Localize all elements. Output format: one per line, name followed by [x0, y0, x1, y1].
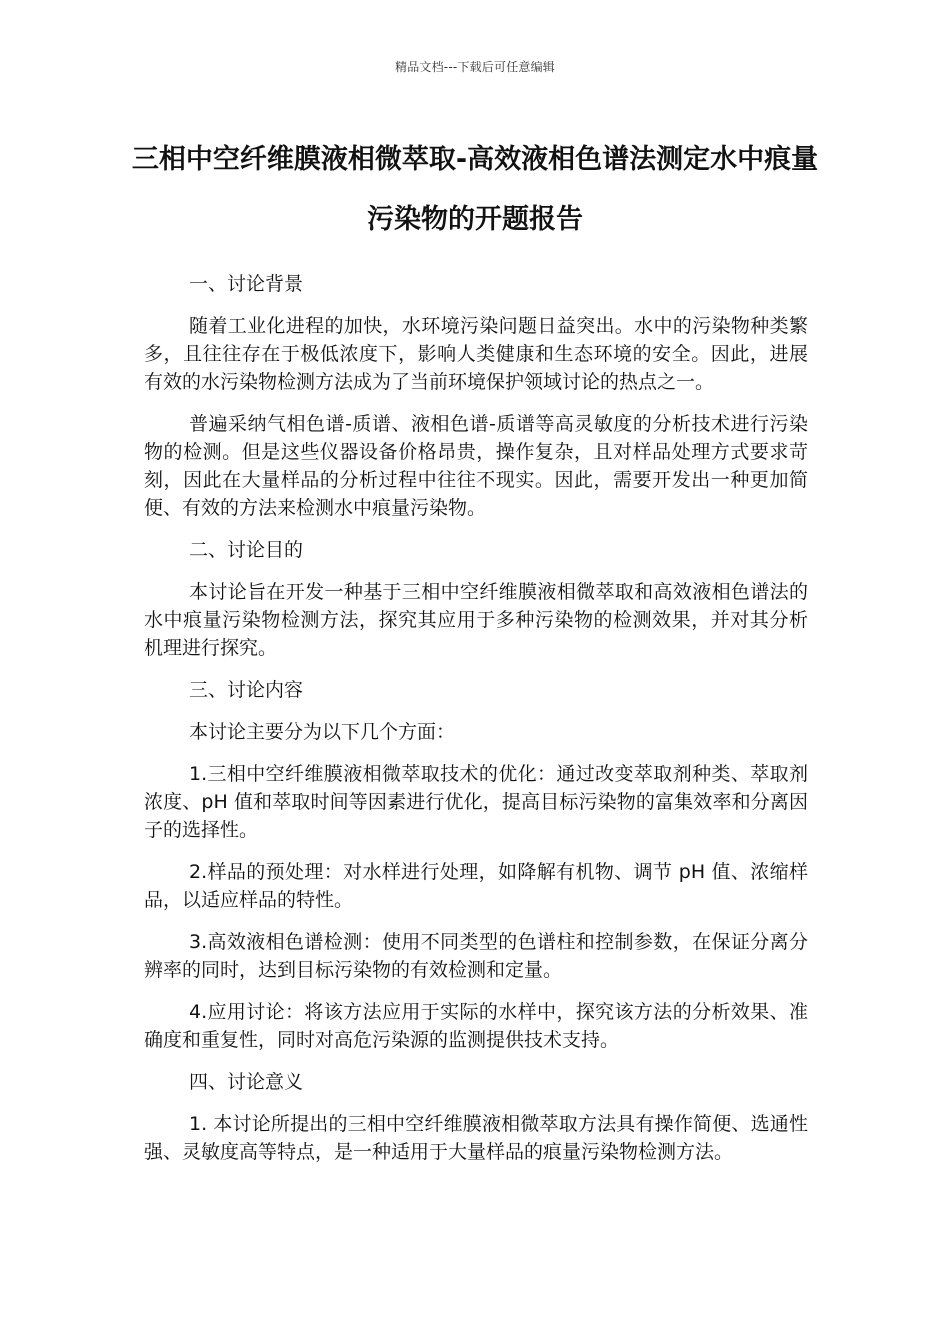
section-heading-content: 三、讨论内容 [189, 679, 304, 701]
section-heading-purpose: 二、讨论目的 [189, 539, 304, 561]
document-body [144, 270, 808, 1180]
paragraph: 本讨论主要分为以下几个方面： [189, 721, 456, 743]
list-item: 4.应用讨论：将该方法应用于实际的水样中，探究该方法的分析效果、准确度和重复性，同时对高危污染源的监测提供技术支持。 [144, 1001, 808, 1051]
list-item: 3.高效液相色谱检测：使用不同类型的色谱柱和控制参数，在保证分离分辨率的同时，达到目标污染物的有效检测和定量。 [144, 931, 808, 981]
list-item: 1.三相中空纤维膜液相微萃取技术的优化：通过改变萃取剂种类、萃取剂浓度、pH 值和萃取时间等因素进行优化，提高目标污染物的富集效率和分离因子的选择性。 [144, 763, 808, 841]
list-item: 1. 本讨论所提出的三相中空纤维膜液相微萃取方法具有操作简便、选通性强、灵敏度高等特点，是一种适用于大量样品的痕量污染物检测方法。 [144, 1113, 808, 1163]
header-note: 精品文档---下载后可任意编辑 [395, 60, 555, 74]
paragraph: 本讨论旨在开发一种基于三相中空纤维膜液相微萃取和高效液相色谱法的水中痕量污染物检测方法，探究其应用于多种污染物的检测效果，并对其分析机理进行探究。 [144, 581, 808, 659]
document-title: 三相中空纤维膜液相微萃取-高效液相色谱法测定水中痕量污染物的开题报告 [131, 144, 819, 235]
paragraph: 随着工业化进程的加快，水环境污染问题日益突出。水中的污染物种类繁多，且往往存在于极低浓度下，影响人类健康和生态环境的安全。因此，进展有效的水污染物检测方法成为了当前环境保护领域讨论的热点之一。 [144, 315, 808, 393]
section-heading-significance: 四、讨论意义 [189, 1071, 304, 1093]
list-item: 2.样品的预处理：对水样进行处理，如降解有机物、调节 pH 值、浓缩样品，以适应样品的特性。 [144, 861, 808, 911]
section-heading-background: 一、讨论背景 [189, 273, 304, 295]
paragraph: 普遍采纳气相色谱-质谱、液相色谱-质谱等高灵敏度的分析技术进行污染物的检测。但是这些仪器设备价格昂贵，操作复杂，且对样品处理方式要求苛刻，因此在大量样品的分析过程中往往不现实。因此，需要开发出一种更加简便、有效的方法来检测水中痕量污染物。 [144, 413, 808, 519]
